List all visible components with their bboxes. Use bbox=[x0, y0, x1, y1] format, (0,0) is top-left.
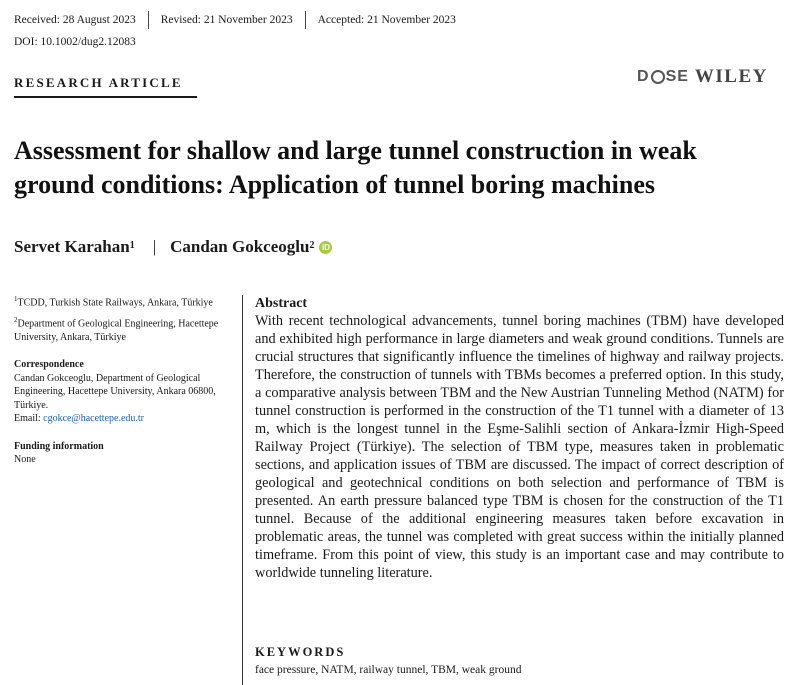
date-divider bbox=[305, 11, 306, 29]
article-type-underline bbox=[14, 96, 197, 98]
funding-heading: Funding information bbox=[14, 440, 104, 452]
abstract-section bbox=[255, 296, 784, 582]
affiliation: $^2$Department of Geological Engineering, Hacettepe University, Ankara, Türkiye bbox=[14, 315, 219, 343]
keywords-heading: KEYWORDS bbox=[255, 645, 346, 659]
publisher-logos[interactable] bbox=[637, 66, 768, 88]
column-divider bbox=[242, 295, 243, 685]
abstract-text: With recent technological advancements, tunnel boring machines (TBM) have developed and exhibited high performance in large diameters and weak ground conditions. Tunnels are crucial structures that significantly influence the timelines of highway and railway projects. Therefore, the construction of tunnels with TBMs becomes a preferred option. In this study, a comparative analysis between TBM and the New Austrian Tunneling Method (NATM) for tunnel construction is performed in the construction of the T1 tunnel with a diameter of 13 m, which is the longest tunnel in the Eşme-Salihli section of Ankara-İzmir High-Speed Railway Project (Türkiye). The selection of TBM type, measures taken in problematic sections, and application issues of TBM are discussed. The impact of correct description of geological and geotechnical conditions on both selection and performance of TBM is presented. An earth pressure balanced type TBM is chosen for the construction of the T1 tunnel. Because of the additional engineering measures taken before excavation in problematic areas, the tunnel was completed with great success within the initially planned timeframe. From this point of view, this study is an important case and may contribute to worldwide tunneling literature. bbox=[255, 313, 784, 581]
author-separator: | bbox=[152, 237, 157, 256]
received-date: Received: 28 August 2023 bbox=[14, 14, 136, 26]
author-name[interactable]: Candan Gokceoglu bbox=[170, 237, 310, 256]
correspondence-text: Candan Gokceoglu, Department of Geological Engineering, Hacettepe University, Ankara 06800, Türkiye. bbox=[14, 372, 216, 411]
dgs-logo: D SE bbox=[637, 68, 689, 85]
author-affiliation-mark: 2 bbox=[309, 239, 315, 251]
doi[interactable]: DOI: 10.1002/dug2.12083 bbox=[14, 36, 136, 48]
correspondence-email: Email: cgokce@hacettepe.edu.tr bbox=[14, 413, 144, 425]
wiley-logo: WILEY bbox=[694, 66, 768, 87]
accepted-date: Accepted: 21 November 2023 bbox=[317, 14, 456, 26]
article-title: Assessment for shallow and large tunnel construction in weak ground conditions: Application of tunnel boring machines bbox=[14, 136, 697, 199]
date-divider bbox=[148, 11, 149, 29]
funding-text: None bbox=[14, 454, 36, 466]
author-affiliation-mark: 1 bbox=[129, 239, 135, 251]
abstract-heading: Abstract bbox=[255, 296, 308, 311]
author-list bbox=[14, 237, 332, 257]
dgs-logo-ring-icon bbox=[651, 70, 665, 84]
publication-dates bbox=[14, 11, 456, 29]
email-link[interactable]: cgokce@hacettepe.edu.tr bbox=[43, 413, 144, 425]
author-name[interactable]: Servet Karahan bbox=[14, 237, 130, 256]
keywords-list: face pressure, NATM, railway tunnel, TBM, weak ground bbox=[255, 664, 522, 676]
orcid-icon[interactable]: iD bbox=[319, 241, 332, 254]
revised-date: Revised: 21 November 2023 bbox=[160, 14, 293, 26]
correspondence-heading: Correspondence bbox=[14, 359, 84, 371]
affiliation: $^1$TCDD, Turkish State Railways, Ankara, Türkiye bbox=[14, 295, 213, 309]
article-info-sidebar bbox=[14, 293, 236, 467]
article-type: RESEARCH ARTICLE bbox=[14, 75, 183, 90]
